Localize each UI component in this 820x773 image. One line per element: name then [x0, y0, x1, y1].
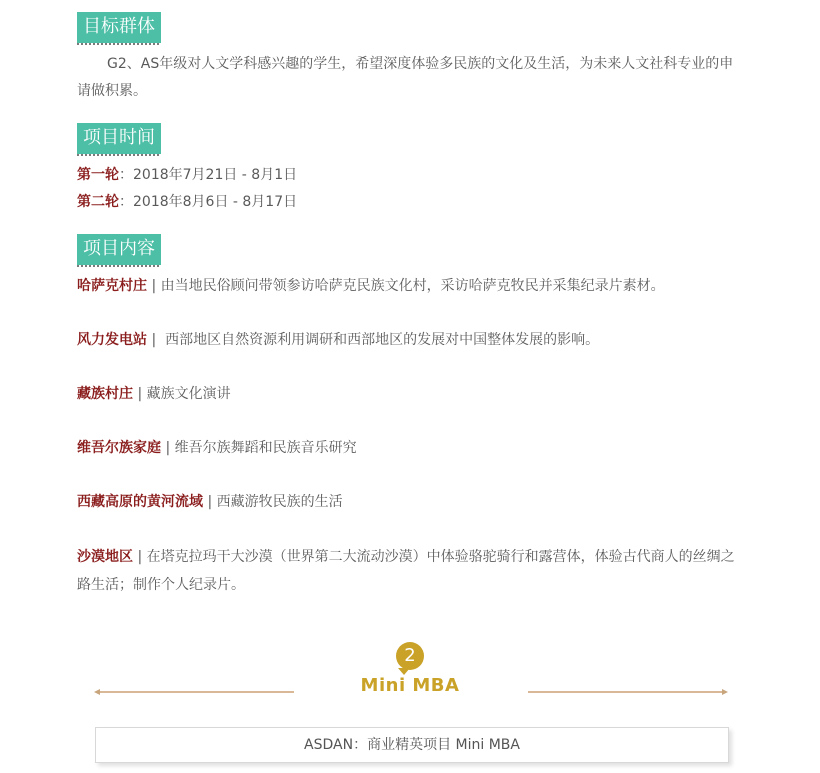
round-label: 第一轮: [77, 167, 119, 183]
section-title-content: 项目内容: [77, 234, 161, 265]
content-item-text: 西部地区自然资源利用调研和西部地区的发展对中国整体发展的影响。: [165, 332, 600, 348]
content-item-key: 西藏高原的黄河流域: [77, 494, 203, 510]
content-item-key: 沙漠地区: [77, 549, 133, 565]
decorative-rule-right: [528, 691, 722, 693]
decorative-rule-left: [100, 691, 294, 693]
content-item-separator: |: [133, 549, 147, 565]
content-item-key: 风力发电站: [77, 332, 147, 348]
content-item-text: 由当地民俗顾问带领参访哈萨克民族文化村，采访哈萨克牧民并采集纪录片素材。: [160, 278, 665, 294]
mba-program-box: ASDAN：商业精英项目 Mini MBA: [95, 727, 729, 763]
content-item-text: 在塔克拉玛干大沙漠（世界第二大流动沙漠）中体验骆驼骑行和露营体，体验古代商人的丝绸之路生活；制作个人纪录片。: [77, 549, 735, 593]
content-item: [77, 543, 747, 599]
section-title-underline: [77, 154, 159, 156]
section-title-underline: [77, 265, 159, 267]
round-value: ：2018年8月6日 - 8月17日: [119, 194, 298, 210]
section-number-badge: 2: [396, 642, 424, 670]
round-1: [77, 165, 297, 185]
content-item: [77, 276, 665, 296]
content-item: [77, 492, 343, 512]
content-item-separator: |: [161, 440, 175, 456]
content-item-separator: |: [133, 386, 147, 402]
content-item-key: 维吾尔族家庭: [77, 440, 161, 456]
round-2: [77, 192, 297, 212]
content-item-text: 藏族文化演讲: [146, 386, 231, 402]
content-item: [77, 438, 357, 458]
section-title-time: 项目时间: [77, 123, 161, 154]
content-item-separator: |: [203, 494, 217, 510]
content-item-key: 藏族村庄: [77, 386, 133, 402]
mba-section-title: Mini MBA: [360, 675, 460, 696]
content-item-separator: |: [147, 332, 166, 348]
section-title-underline: [77, 43, 159, 45]
content-item: [77, 384, 231, 404]
content-item-key: 哈萨克村庄: [77, 278, 147, 294]
round-value: ：2018年7月21日 - 8月1日: [119, 167, 298, 183]
round-label: 第二轮: [77, 194, 119, 210]
content-item-text: 维吾尔族舞蹈和民族音乐研究: [174, 440, 357, 456]
content-item: [77, 330, 599, 350]
content-item-text: 西藏游牧民族的生活: [216, 494, 343, 510]
content-item-separator: |: [147, 278, 161, 294]
section-title-target: 目标群体: [77, 12, 161, 43]
target-description: G2、AS年级对人文学科感兴趣的学生，希望深度体验多民族的文化及生活，为未来人文社科专业的申请做积累。: [77, 56, 734, 99]
